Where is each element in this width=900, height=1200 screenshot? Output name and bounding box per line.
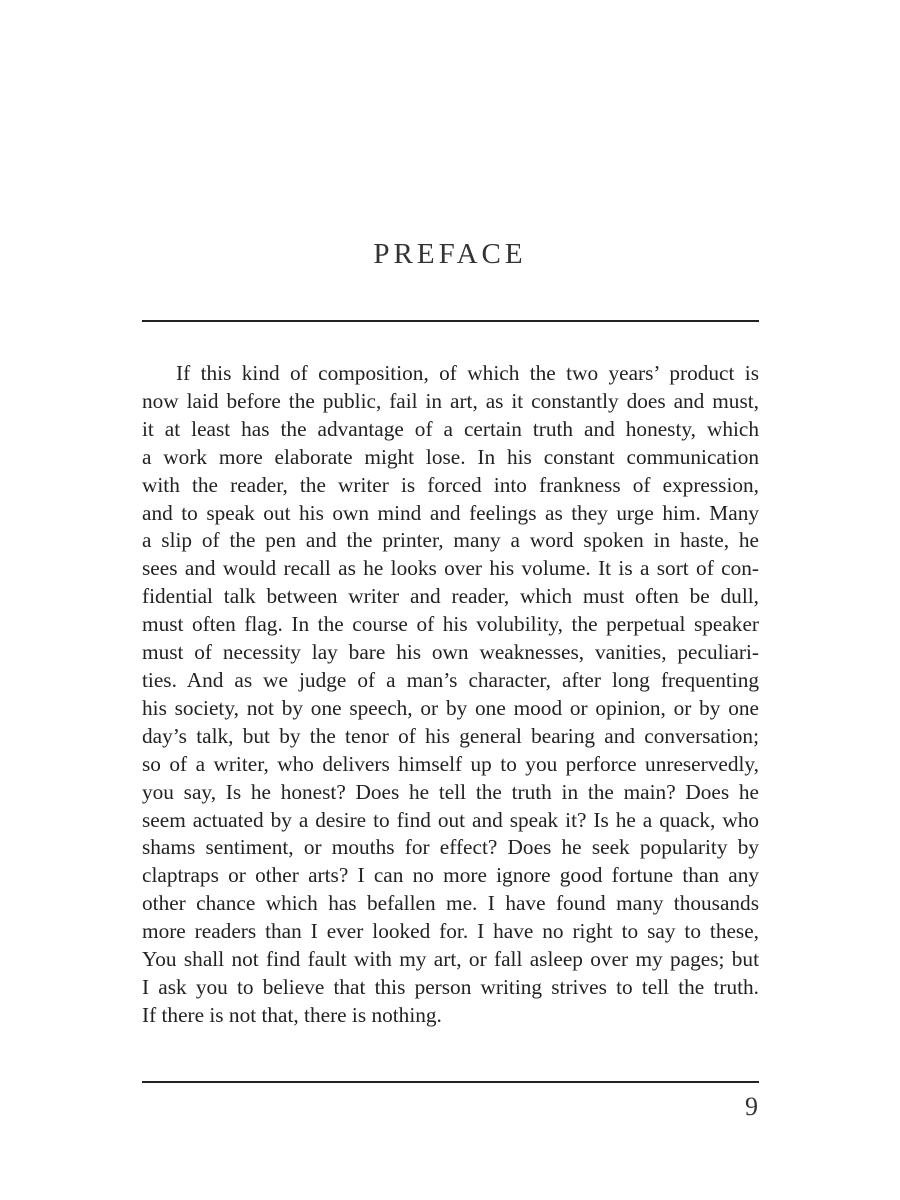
text-line: so of a writer, who delivers himself up to you perforce unreservedly, [142, 751, 759, 776]
bottom-divider [142, 1081, 759, 1083]
text-line: If this kind of composition, of which the two years’ product is [176, 361, 759, 385]
text-line: claptraps or other arts? I can no more ignore good fortune than any [142, 863, 759, 888]
text-line: I ask you to believe that this person writing strives to tell the truth. [142, 974, 759, 999]
text-line: a work more elaborate might lose. In his constant communication [142, 444, 759, 469]
preface-paragraph [142, 360, 759, 1030]
text-line: ties. And as we judge of a man’s character, after long frequenting [142, 667, 759, 692]
text-line: more readers than I ever looked for. I have no right to say to these, [142, 919, 759, 944]
text-line: sees and would recall as he looks over his volume. It is a sort of con- [142, 556, 759, 581]
text-line: his society, not by one speech, or by one mood or opinion, or by one [142, 695, 759, 720]
text-line: shams sentiment, or mouths for effect? Does he seek popularity by [142, 835, 759, 860]
text-line: you say, Is he honest? Does he tell the truth in the main? Does he [142, 779, 759, 804]
text-line: now laid before the public, fail in art, as it constantly does and must, [142, 388, 759, 413]
text-line: it at least has the advantage of a certain truth and honesty, which [142, 416, 759, 441]
text-line: must often flag. In the course of his volubility, the perpetual speaker [142, 612, 759, 637]
text-line: and to speak out his own mind and feelings as they urge him. Many [142, 500, 759, 525]
text-line: a slip of the pen and the printer, many a word spoken in haste, he [142, 528, 759, 553]
top-divider [142, 320, 759, 322]
text-line: with the reader, the writer is forced into frankness of expression, [142, 472, 759, 497]
text-line: must of necessity lay bare his own weaknesses, vanities, peculiari- [142, 640, 759, 665]
text-line: seem actuated by a desire to find out and speak it? Is he a quack, who [142, 807, 759, 832]
text-line: other chance which has befallen me. I have found many thousands [142, 891, 759, 916]
page-title: PREFACE [373, 238, 527, 270]
page-number: 9 [745, 1092, 758, 1121]
text-line: You shall not find fault with my art, or fall asleep over my pages; but [142, 947, 759, 972]
text-line: fidential talk between writer and reader, which must often be dull, [142, 584, 759, 609]
text-line: day’s talk, but by the tenor of his general bearing and conversation; [142, 723, 759, 748]
text-line: If there is not that, there is nothing. [142, 1002, 442, 1027]
